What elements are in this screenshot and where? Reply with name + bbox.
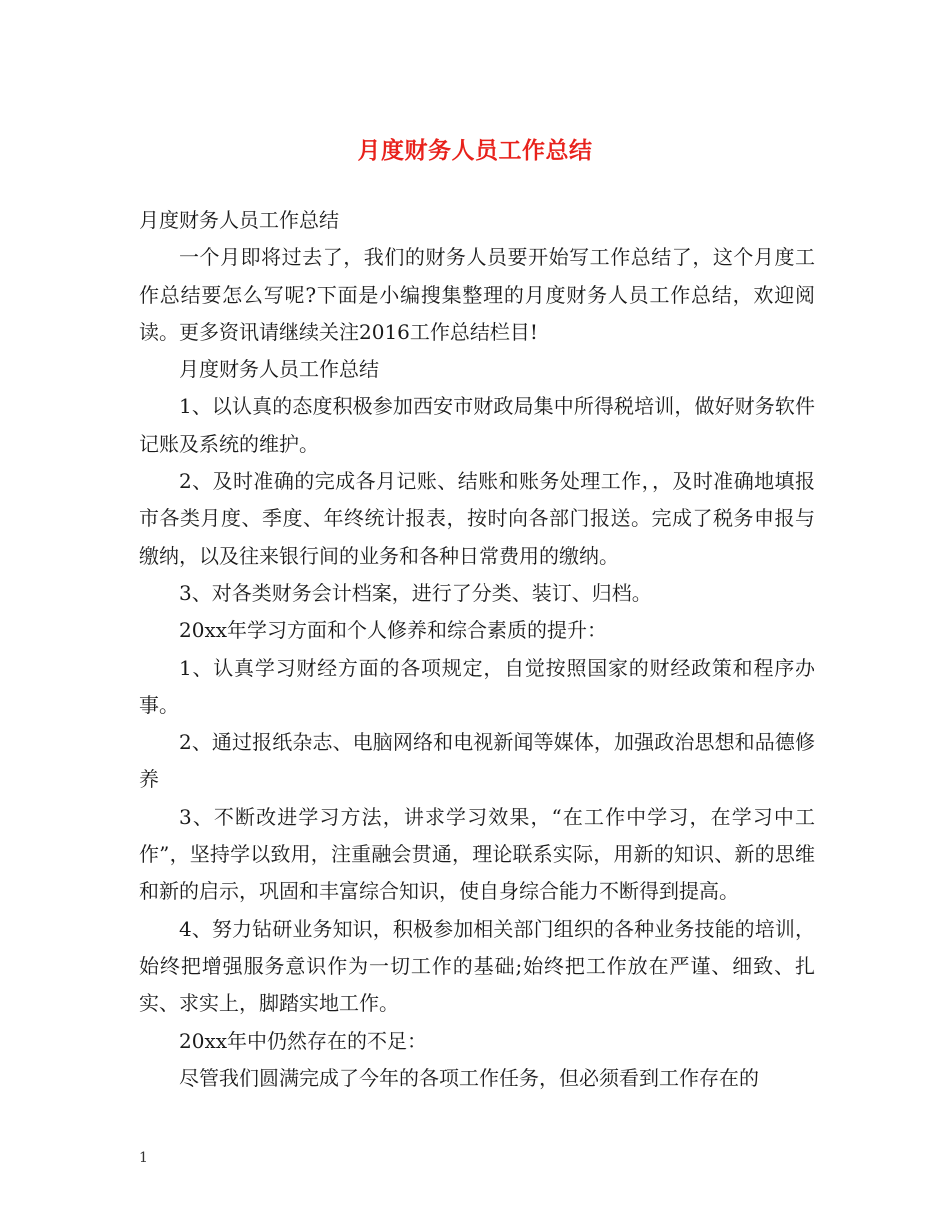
paragraph-heading: 月度财务人员工作总结 (139, 208, 339, 232)
paragraph-item: 2、通过报纸杂志、电脑网络和电视新闻等媒体，加强政治思想和品德修养 (139, 730, 815, 792)
paragraph-section-heading: 20xx年学习方面和个人修养和综合素质的提升： (179, 618, 608, 643)
paragraph-item: 3、对各类财务会计档案，进行了分类、装订、归档。 (179, 580, 652, 605)
page-number: 1 (139, 1150, 148, 1166)
paragraph-intro: 一个月即将过去了，我们的财务人员要开始写工作总结了，这个月度工作总结要怎么写呢?下面是小编搜集整理的月度财务人员工作总结，欢迎阅读。更多资讯请继续关注2016工作总结栏目! (139, 245, 815, 344)
paragraph-item: 2、及时准确的完成各月记账、结账和账务处理工作，，及时准确地填报市各类月度、季度、年终统计报表，按时向各部门报送。完成了税务申报与缴纳，以及往来银行间的业务和各种日常费用的缴纳。 (139, 469, 815, 568)
paragraph-section-heading: 20xx年中仍然存在的不足： (179, 1028, 428, 1053)
paragraph-item: 4、努力钻研业务知识，积极参加相关部门组织的各种业务技能的培训，始终把增强服务意识作为一切工作的基础;始终把工作放在严谨、细致、扎实、求实上，脚踏实地工作。 (139, 916, 815, 1016)
paragraph-item: 1、以认真的态度积极参加西安市财政局集中所得税培训，做好财务软件记账及系统的维护。 (139, 394, 815, 456)
paragraph-item: 1、认真学习财经方面的各项规定，自觉按照国家的财经政策和程序办事。 (139, 655, 815, 717)
paragraph-subheading: 月度财务人员工作总结 (179, 357, 379, 382)
document-body (139, 202, 815, 1097)
document-title: 月度财务人员工作总结 (357, 138, 593, 164)
paragraph-continued: 尽管我们圆满完成了今年的各项工作任务，但必须看到工作存在的 (179, 1065, 759, 1090)
paragraph-item: 3、不断改进学习方法，讲求学习效果，“在工作中学习，在学习中工作”，坚持学以致用，注重融会贯通，理论联系实际，用新的知识、新的思维和新的启示，巩固和丰富综合知识，使自身综合能力不断得到提高。 (139, 804, 815, 904)
